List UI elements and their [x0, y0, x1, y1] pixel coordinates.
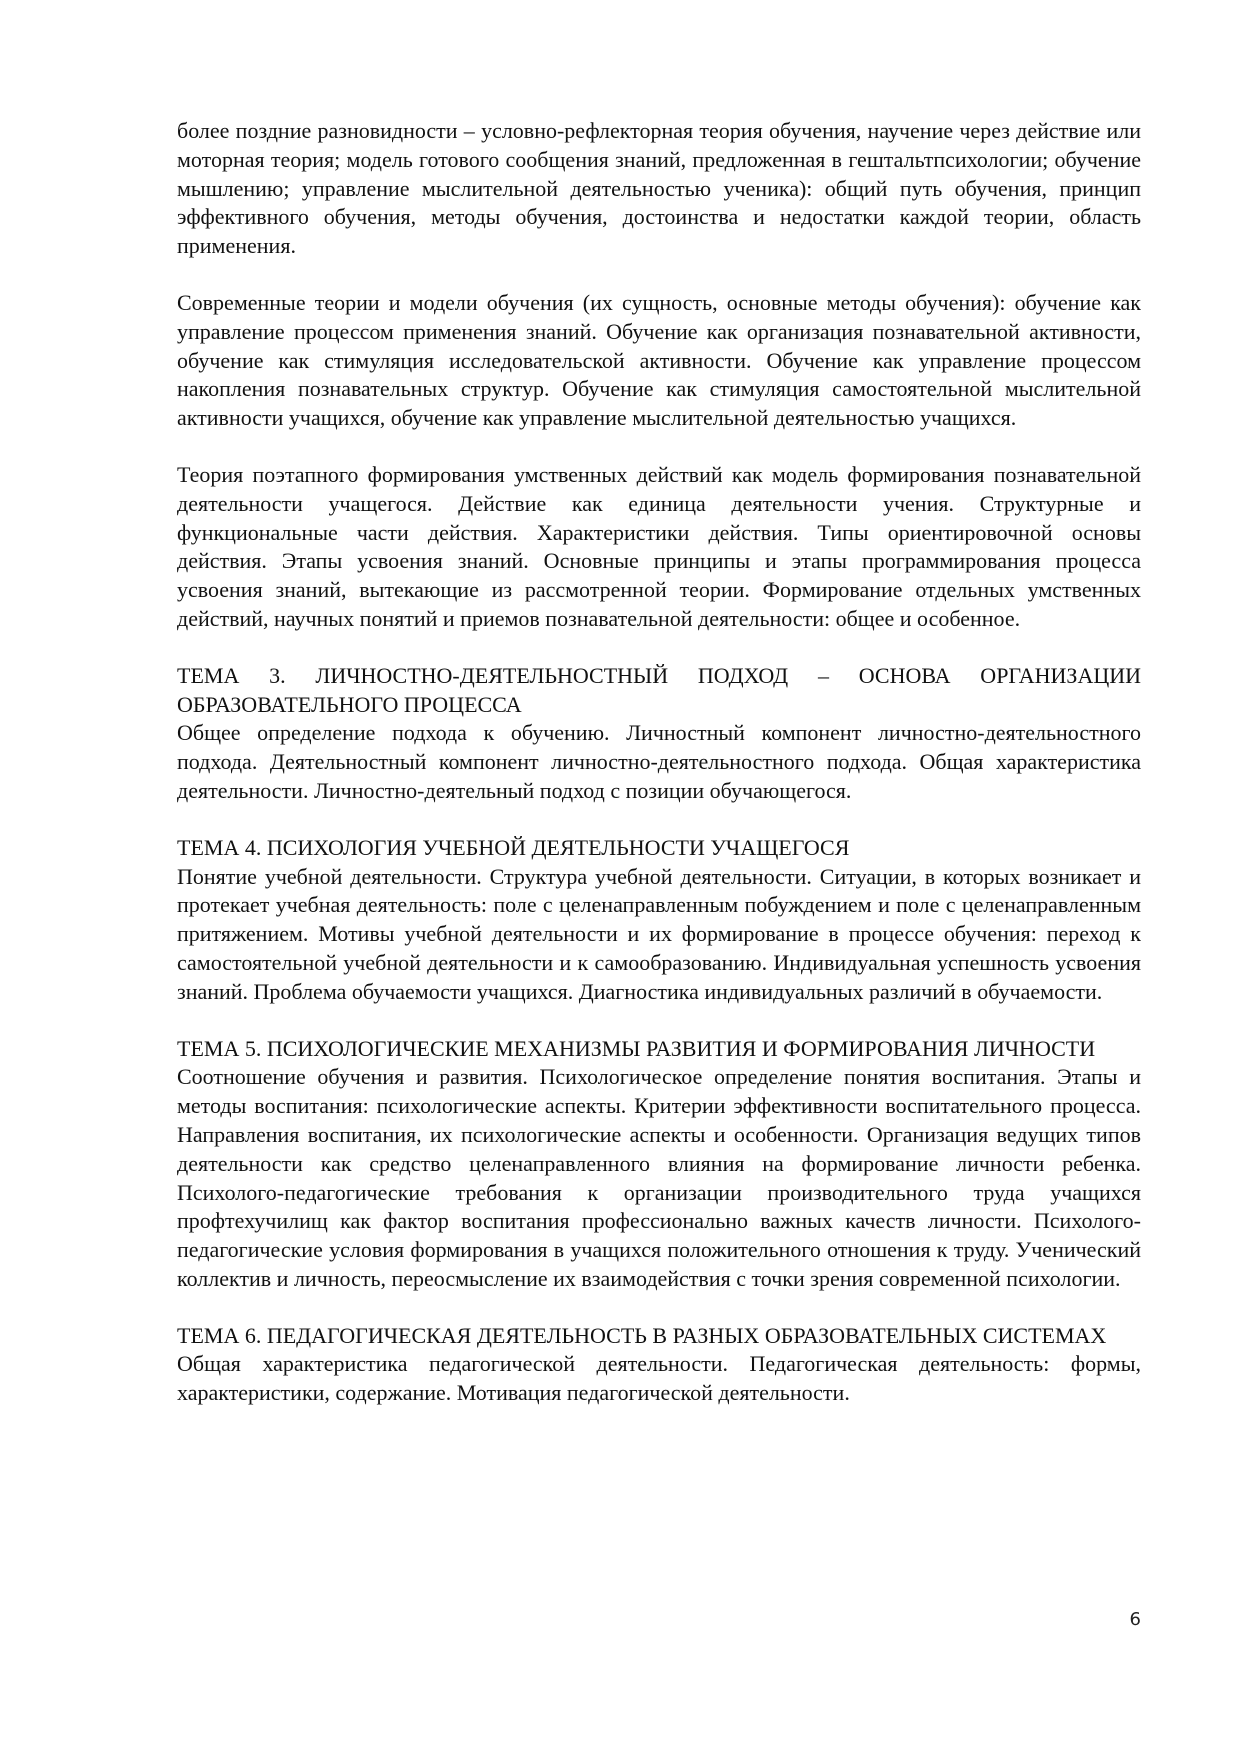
paragraph-modern-theories: Современные теории и модели обучения (их сущность, основные методы обучения): обучение как управление процессом применения знаний. Обучение как организация познавательной активности, обучение как стимуляция исследовательской активности. Обучение как управление процессом накопления познавательных структур. Обучение как стимуляция самостоятельной мыслительной активности учащихся, обучение как управление мыслительной деятельностью учащихся.: [177, 289, 1141, 431]
page-number: 6: [1129, 1609, 1141, 1630]
section-heading-topic-5: ТЕМА 5. ПСИХОЛОГИЧЕСКИЕ МЕХАНИЗМЫ РАЗВИТИЯ И ФОРМИРОВАНИЯ ЛИЧНОСТИ: [177, 1035, 1096, 1061]
document-page: [177, 117, 1141, 1408]
section-heading-topic-6: ТЕМА 6. ПЕДАГОГИЧЕСКАЯ ДЕЯТЕЛЬНОСТЬ В РАЗНЫХ ОБРАЗОВАТЕЛЬНЫХ СИСТЕМАХ: [177, 1322, 1107, 1348]
paragraph-spacer: [177, 634, 1141, 662]
paragraph-spacer: [177, 1007, 1141, 1035]
section-body-topic-6: Общая характеристика педагогической деятельности. Педагогическая деятельность: формы, характеристики, содержание. Мотивация педагогической деятельности.: [177, 1351, 1141, 1406]
section-body-topic-3: Общее определение подхода к обучению. Личностный компонент личностно-деятельностного подхода. Деятельностный компонент личностно-деятельностного подхода. Общая характеристика деятельности. Личностно-деятельный подход с позиции обучающегося.: [177, 720, 1141, 803]
paragraph-spacer: [177, 433, 1141, 461]
section-body-topic-5: Соотношение обучения и развития. Психологическое определение понятия воспитания. Этапы и методы воспитания: психологические аспекты. Критерии эффективности воспитательного процесса. Направления воспитания, их психологические аспекты и особенности. Организация ведущих типов деятельности как средство целенаправленного влияния на формирование личности ребенка. Психолого-педагогические требования к организации производительного труда учащихся профтехучилищ как фактор воспитания профессионально важных качеств личности. Психолого-педагогические условия формирования в учащихся положительного отношения к труду. Ученический коллектив и личность, переосмысление их взаимодействия с точки зрения современной психологии.: [177, 1064, 1141, 1291]
section-body-topic-4: Понятие учебной деятельности. Структура учебной деятельности. Ситуации, в которых возникает и протекает учебная деятельность: поле с целенаправленным побуждением и поле с целенаправленным притяжением. Мотивы учебной деятельности и их формирование в процессе обучения: переход к самостоятельной учебной деятельности и к самообразованию. Индивидуальная успешность усвоения знаний. Проблема обучаемости учащихся. Диагностика индивидуальных различий в обучаемости.: [177, 863, 1141, 1004]
paragraph-spacer: [177, 1294, 1141, 1322]
paragraph-stepwise-formation: Теория поэтапного формирования умственных действий как модель формирования познавательной деятельности учащегося. Действие как единица деятельности учения. Структурные и функциональные части действия. Характеристики действия. Типы ориентировочной основы действия. Этапы усвоения знаний. Основные принципы и этапы программирования процесса усвоения знаний, вытекающие из рассмотренной теории. Формирование отдельных умственных действий, научных понятий и приемов познавательной деятельности: общее и особенное.: [177, 461, 1141, 631]
paragraph-spacer: [177, 806, 1141, 834]
section-heading-topic-4: ТЕМА 4. ПСИХОЛОГИЯ УЧЕБНОЙ ДЕЯТЕЛЬНОСТИ УЧАЩЕГОСЯ: [177, 834, 850, 860]
section-heading-topic-3: ТЕМА 3. ЛИЧНОСТНО-ДЕЯТЕЛЬНОСТНЫЙ ПОДХОД – ОСНОВА ОРГАНИЗАЦИИ ОБРАЗОВАТЕЛЬНОГО ПРОЦЕССА: [177, 662, 1141, 717]
paragraph-spacer: [177, 261, 1141, 289]
paragraph-learning-theories-continued: более поздние разновидности – условно-рефлекторная теория обучения, научение через действие или моторная теория; модель готового сообщения знаний, предложенная в гештальтпсихологии; обучение мышлению; управление мыслительной деятельностью ученика): общий путь обучения, принцип эффективного обучения, методы обучения, достоинства и недостатки каждой теории, область применения.: [177, 118, 1141, 259]
